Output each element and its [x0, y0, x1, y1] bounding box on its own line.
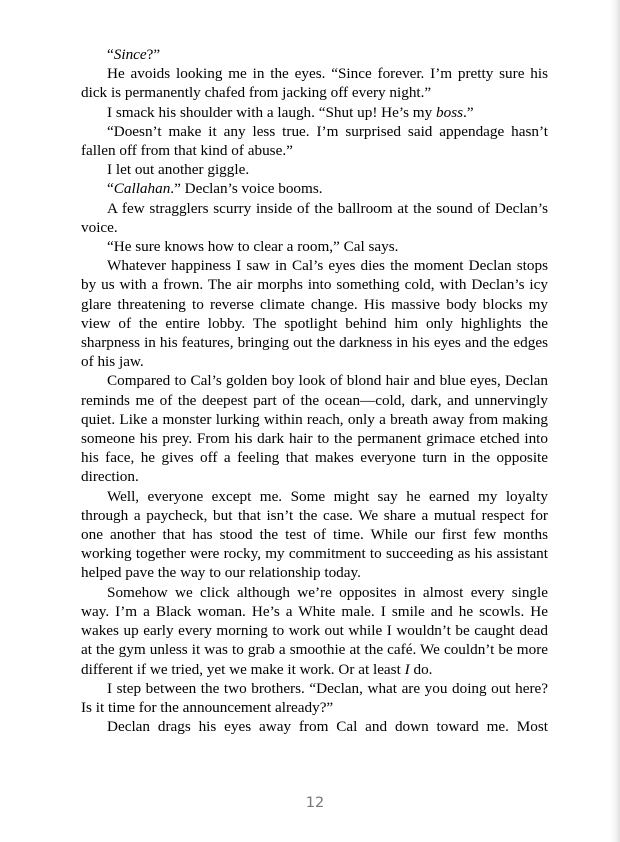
paragraph [81, 160, 548, 179]
italic-text: Callahan [113, 180, 171, 198]
paragraph [81, 487, 548, 583]
text-run: .” Declan’s voice booms. [170, 180, 323, 198]
paragraph [81, 103, 548, 122]
paragraph [81, 371, 548, 486]
text-run: I smack his shoulder with a laugh. “Shut up! He’s my [107, 103, 437, 121]
text-run: .” [463, 103, 474, 121]
paragraph [81, 237, 548, 256]
italic-text: I [404, 660, 410, 678]
paragraph [81, 199, 548, 237]
text-run: Compared to Cal’s golden boy look of blond hair and blue eyes, Declan reminds me of the deepest part of the ocean—cold, dark, and unnervingly quiet. Like a monster lurking within reach, only a breath away from making someone his prey. From his dark hair to the permanent grimace etched into his face, he gives off a feeling that makes everyone turn in the opposite direction. [81, 372, 548, 486]
paragraph [81, 122, 548, 160]
text-run: Somehow we click although we’re opposites in almost every single way. I’m a Black woman. He’s a White male. I smile and he scowls. He wakes up early every morning to work out while I wouldn’t be caught dead at the gym unless it was to grab a smoothie at the café. We couldn’t be more different if we tried, yet we make it work. Or at least [81, 583, 548, 678]
text-run: do. [409, 660, 433, 678]
text-run: I let out another giggle. [107, 161, 250, 179]
text-run: “He sure knows how to clear a room,” Cal says. [107, 238, 399, 256]
text-run: “Doesn’t make it any less true. I’m surprised said appendage hasn’t fallen off from that kind of abuse.” [81, 122, 548, 160]
text-run: He avoids looking me in the eyes. “Since forever. I’m pretty sure his dick is permanently chafed from jacking off every night.” [81, 65, 548, 102]
paragraph [81, 64, 548, 102]
text-run: I step between the two brothers. “Declan, what are you doing out here? Is it time for the announcement already?” [81, 679, 548, 716]
paragraph [81, 717, 548, 736]
text-run: “ [107, 180, 114, 198]
paragraph [81, 179, 548, 198]
page-edge-shadow [610, 0, 620, 842]
page-number: 12 [305, 795, 325, 811]
text-run: A few stragglers scurry inside of the ballroom at the sound of Declan’s voice. [81, 199, 548, 236]
body-text [81, 45, 548, 736]
text-run: Whatever happiness I saw in Cal’s eyes dies the moment Declan stops by us with a frown. The air morphs into something cold, with Declan’s icy glare threatening to reverse climate change. His massive body blocks my view of the entire lobby. The spotlight behind him only highlights the sharpness in his features, bringing out the darkness in his eyes and the edges of his jaw. [81, 257, 548, 371]
text-run: Well, everyone except me. Some might say he earned my loyalty through a paycheck, but that isn’t the case. We share a mutual respect for one another that has stood the test of time. While our first few months working together were rocky, my commitment to succeeding as his assistant helped pave the way to our relationship today. [81, 487, 548, 582]
text-run: ?” [146, 46, 161, 63]
paragraph [81, 45, 548, 64]
text-run: Declan drags his eyes away from Cal and down toward me. Most [107, 718, 548, 736]
italic-text: boss [436, 103, 464, 121]
paragraph [81, 583, 548, 679]
text-run: “ [107, 46, 114, 63]
paragraph [81, 256, 548, 371]
italic-text: Since [113, 46, 147, 63]
paragraph [81, 679, 548, 717]
